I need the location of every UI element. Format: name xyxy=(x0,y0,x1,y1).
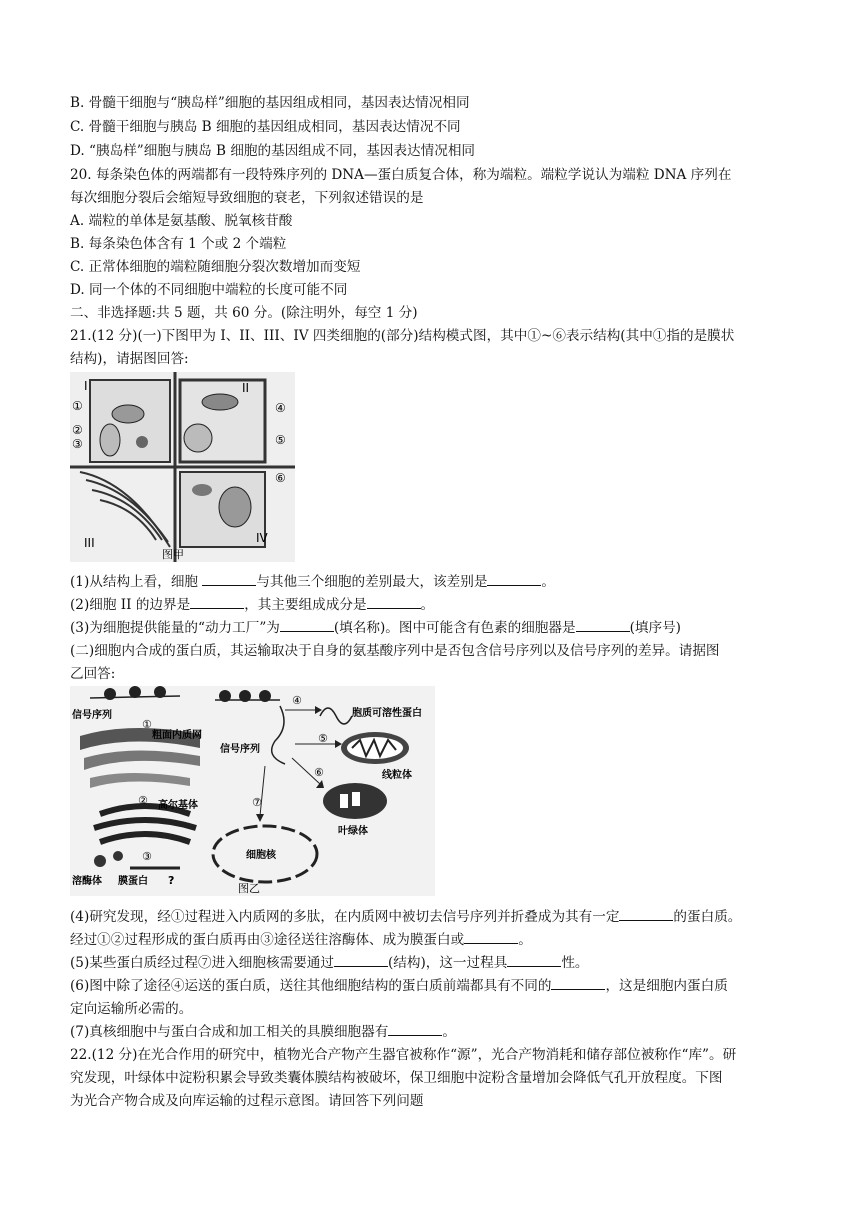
answer-blank[interactable] xyxy=(190,594,244,609)
figure-protein-transport xyxy=(70,686,435,896)
q19-option-b: B. 骨髓干细胞与“胰岛样”细胞的基因组成相同，基因表达情况相同 xyxy=(70,95,470,111)
q21-sub1: (1)从结构上看，细胞 与其他三个细胞的差别最大，该差别是 。 xyxy=(70,571,555,593)
fig1-marker-1: ① xyxy=(72,399,83,413)
fig2-signal-seq-center: 信号序列 xyxy=(220,744,260,755)
fig2-soluble-label: 胞质可溶性蛋白 xyxy=(352,708,422,719)
q20-option-a: A. 端粒的单体是氨基酸、脱氧核苷酸 xyxy=(70,213,293,229)
q21-part2-line2: 乙回答: xyxy=(70,666,116,682)
answer-blank[interactable] xyxy=(280,617,334,632)
fig2-membrane-protein-label: 膜蛋白 xyxy=(118,876,148,887)
fig2-mito-label: 线粒体 xyxy=(382,770,412,781)
answer-blank[interactable] xyxy=(576,617,630,632)
q21-intro-line1: 21.(12 分)(一)下图甲为 I、II、III、IV 四类细胞的(部分)结构模式图，其中①~⑥表示结构(其中①指的是膜状 xyxy=(70,328,735,344)
answer-blank[interactable] xyxy=(619,906,673,921)
q20-stem-line1: 20. 每条染色体的两端都有一段特殊序列的 DNA—蛋白质复合体，称为端粒。端粒学说认为端粒 DNA 序列在 xyxy=(70,167,732,183)
q21-sub6-line2: 定向运输所必需的。 xyxy=(70,1001,193,1017)
fig2-marker-2: ② xyxy=(138,794,148,807)
fig1-label-II: II xyxy=(242,381,250,395)
fig2-marker-1: ① xyxy=(142,718,152,731)
fig2-marker-7: ⑦ xyxy=(252,796,262,809)
answer-blank[interactable] xyxy=(334,952,388,967)
fig1-label-IV: IV xyxy=(256,531,268,545)
q20-option-c: C. 正常体细胞的端粒随细胞分裂次数增加而变短 xyxy=(70,259,361,275)
q22-line3: 为光合产物合成及向库运输的过程示意图。请回答下列问题 xyxy=(70,1093,424,1109)
fig2-chloro-label: 叶绿体 xyxy=(338,826,368,837)
answer-blank[interactable] xyxy=(551,975,605,990)
answer-blank[interactable] xyxy=(367,594,421,609)
fig1-marker-3: ③ xyxy=(72,437,83,451)
fig2-rer-label: 粗面内质网 xyxy=(152,730,202,741)
answer-blank[interactable] xyxy=(464,929,518,944)
fig1-label-I: I xyxy=(84,379,88,393)
fig2-marker-6: ⑥ xyxy=(314,766,324,779)
answer-blank[interactable] xyxy=(507,952,561,967)
q20-option-b: B. 每条染色体含有 1 个或 2 个端粒 xyxy=(70,236,287,252)
q21-sub2: (2)细胞 II 的边界是 ，其主要组成成分是 。 xyxy=(70,594,434,616)
fig2-nucleus-label: 细胞核 xyxy=(246,850,276,861)
fig1-marker-4: ④ xyxy=(275,401,286,415)
q21-sub4-line2: 经过①②过程形成的蛋白质再由③途径送往溶酶体、成为膜蛋白或 。 xyxy=(70,929,532,951)
answer-blank[interactable] xyxy=(487,571,541,586)
fig2-marker-3: ③ xyxy=(142,850,152,863)
q22-line2: 究发现，叶绿体中淀粉积累会导致类囊体膜结构被破坏，保卫细胞中淀粉含量增加会降低气孔开放程度。下图 xyxy=(70,1070,723,1086)
fig2-marker-4: ④ xyxy=(292,694,302,707)
figure-cell-structures xyxy=(70,372,295,562)
fig1-marker-5: ⑤ xyxy=(275,433,286,447)
q21-intro-line2: 结构)，请据图回答: xyxy=(70,351,189,367)
fig2-lyso-label: 溶酶体 xyxy=(72,876,102,887)
q22-line1: 22.(12 分)在光合作用的研究中，植物光合产物产生器官被称作“源”，光合产物消耗和储存部位被称作“库”。研 xyxy=(70,1047,737,1063)
q21-sub3: (3)为细胞提供能量的“动力工厂”为 (填名称)。图中可能含有色素的细胞器是 (填序号) xyxy=(70,617,681,639)
section-heading: 二、非选择题:共 5 题，共 60 分。(除注明外，每空 1 分) xyxy=(70,305,418,321)
fig1-label-III: III xyxy=(84,536,95,550)
q19-option-c: C. 骨髓干细胞与胰岛 B 细胞的基因组成相同，基因表达情况不同 xyxy=(70,119,461,135)
q21-sub6-line1: (6)图中除了途径④运送的蛋白质，送往其他细胞结构的蛋白质前端都具有不同的 ，这是细胞内蛋白质 xyxy=(70,975,728,997)
q19-option-d: D. “胰岛样”细胞与胰岛 B 细胞的基因组成不同，基因表达情况相同 xyxy=(70,143,476,159)
fig2-signal-seq-left: 信号序列 xyxy=(72,710,112,721)
fig1-caption: 图甲 xyxy=(162,548,184,561)
fig2-golgi-label: 高尔基体 xyxy=(158,800,198,811)
fig2-question-mark: ? xyxy=(168,874,175,887)
fig2-marker-5: ⑤ xyxy=(318,732,328,745)
q21-sub5: (5)某些蛋白质经过程⑦进入细胞核需要通过 (结构)，这一过程具 性。 xyxy=(70,952,589,974)
fig1-marker-2: ② xyxy=(72,423,83,437)
answer-blank[interactable] xyxy=(388,1021,442,1036)
q21-sub7: (7)真核细胞中与蛋白合成和加工相关的具膜细胞器有 。 xyxy=(70,1021,456,1043)
fig2-caption: 图乙 xyxy=(238,882,260,895)
q21-part2-line1: (二)细胞内合成的蛋白质，其运输取决于自身的氨基酸序列中是否包含信号序列以及信号序列的差异。请据图 xyxy=(70,643,720,659)
fig1-marker-6: ⑥ xyxy=(275,471,286,485)
q21-sub4-line1: (4)研究发现，经①过程进入内质网的多肽，在内质网中被切去信号序列并折叠成为其有一定 的蛋白质。 xyxy=(70,906,741,928)
q20-stem-line2: 每次细胞分裂后会缩短导致细胞的衰老，下列叙述错误的是 xyxy=(70,190,424,206)
answer-blank[interactable] xyxy=(202,571,256,586)
q20-option-d: D. 同一个体的不同细胞中端粒的长度可能不同 xyxy=(70,282,348,298)
